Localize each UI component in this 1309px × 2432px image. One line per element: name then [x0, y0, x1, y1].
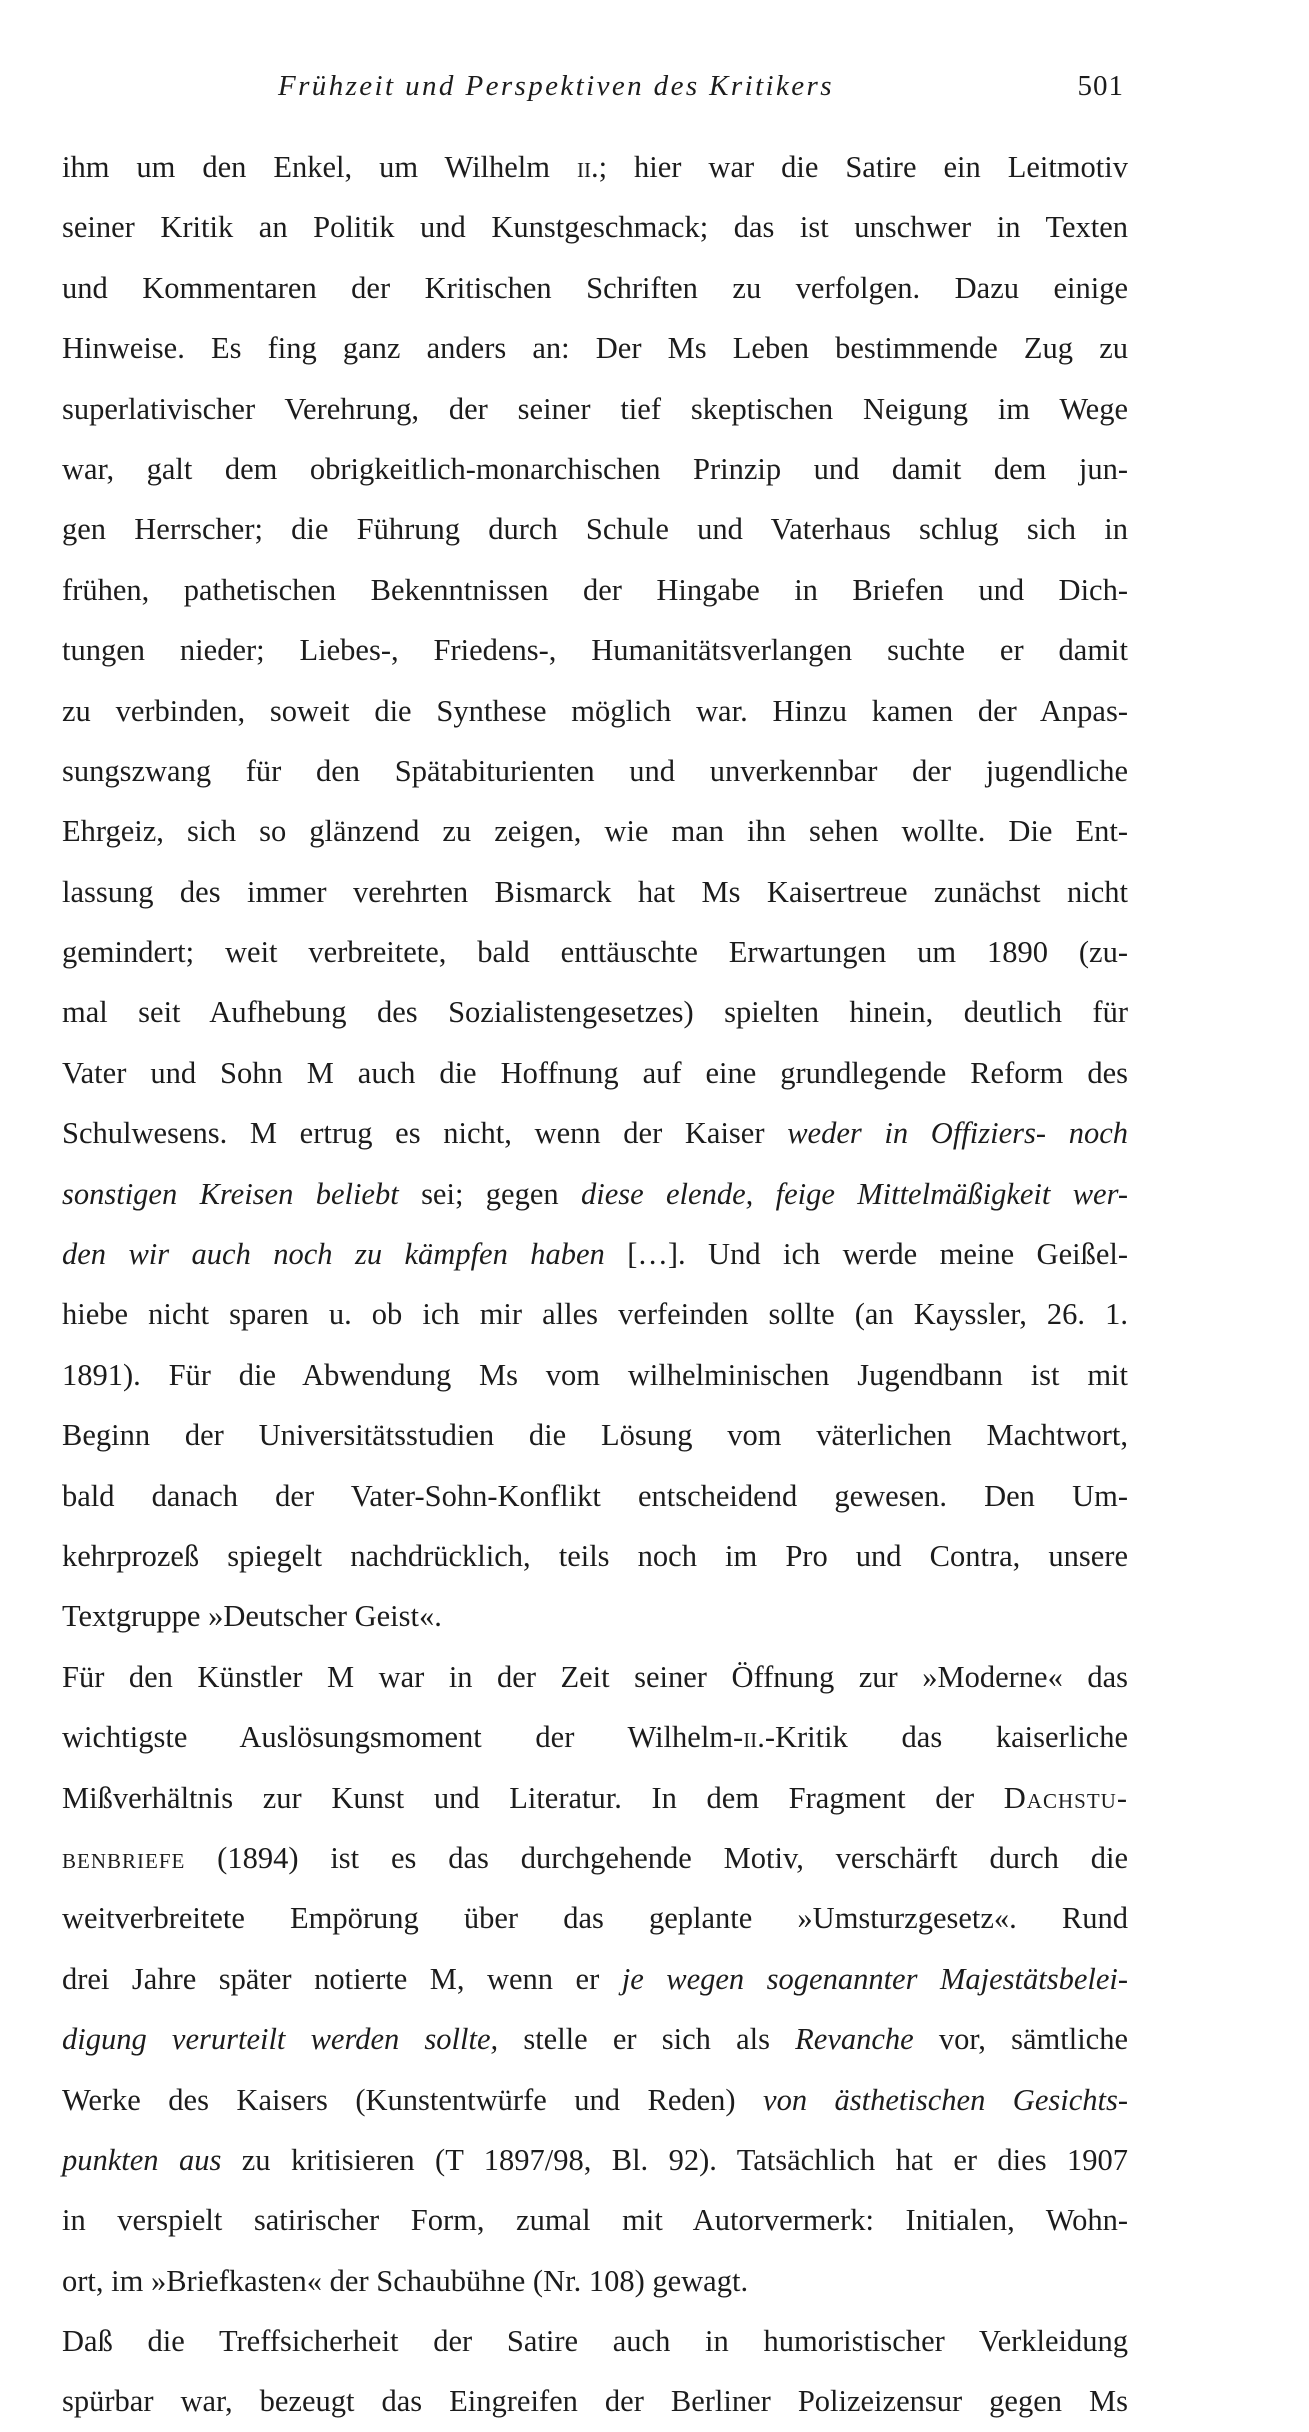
text-line: [62, 1466, 1128, 1526]
text-line: [62, 2371, 1128, 2431]
text-segment: bald danach der Vater-Sohn-Konflikt entscheidend gewesen. Den Um-: [62, 1478, 1128, 1513]
text-segment: (1894) ist es das durchgehende Motiv, verschärft durch die: [185, 1840, 1128, 1875]
text-segment: gemindert; weit verbreitete, bald enttäuschte Erwartungen um 1890 (zu-: [62, 935, 1128, 970]
text-line: [62, 1224, 1128, 1284]
text-segment: war, galt dem obrigkeitlich-monarchischen Prinzip und damit dem jun-: [62, 451, 1128, 486]
text-line: [62, 137, 1128, 197]
text-line: [62, 379, 1128, 439]
running-head: [62, 62, 1128, 110]
text-segment: Daß die Treffsicherheit der Satire auch in humoristischer Verkleidung: [62, 2324, 1128, 2359]
text-line: [62, 620, 1128, 680]
text-segment: in verspielt satirischer Form, zumal mit Autorvermerk: Initialen, Wohn-: [62, 2203, 1128, 2238]
text-segment: drei Jahre später notierte M, wenn er: [62, 1961, 622, 1996]
text-line: [62, 1888, 1128, 1948]
text-segment: sungszwang für den Spätabiturienten und unverkennbar der jugendliche: [62, 753, 1128, 788]
text-line: [62, 258, 1128, 318]
text-segment: frühen, pathetischen Bekenntnissen der Hingabe in Briefen und Dich-: [62, 572, 1128, 607]
small-caps-title: benbriefe: [62, 1840, 186, 1875]
text-line: [62, 1707, 1128, 1767]
text-segment: Schulwesens. M ertrug es nicht, wenn der Kaiser: [62, 1116, 788, 1151]
page-number: 501: [1077, 70, 1124, 102]
text-segment: und Kommentaren der Kritischen Schriften zu verfolgen. Dazu einige: [62, 270, 1128, 305]
text-segment: zu kritisieren (T 1897/98, Bl. 92). Tatsächlich hat er dies 1907: [221, 2142, 1128, 2177]
text-segment: weitverbreitete Empörung über das geplante »Umsturzgesetz«. Rund: [62, 1901, 1128, 1936]
italic-quote: je wegen sogenannter Majestätsbelei-: [621, 1961, 1128, 1996]
italic-quote: diese elende, feige Mittelmäßigkeit wer-: [580, 1176, 1128, 1211]
text-segment: lassung des immer verehrten Bismarck hat Ms Kaisertreue zunächst nicht: [62, 874, 1128, 909]
text-segment: zu verbinden, soweit die Synthese möglich war. Hinzu kamen der Anpas-: [62, 693, 1128, 728]
running-title: Frühzeit und Perspektiven des Kritikers: [278, 70, 834, 102]
text-segment: gen Herrscher; die Führung durch Schule und Vaterhaus schlug sich in: [62, 512, 1128, 547]
text-segment: seiner Kritik an Politik und Kunstgeschmack; das ist unschwer in Texten: [62, 210, 1128, 245]
text-line: [62, 197, 1128, 257]
text-segment: superlativischer Verehrung, der seiner tief skeptischen Neigung im Wege: [62, 391, 1128, 426]
text-line: [62, 318, 1128, 378]
text-line: [62, 2190, 1128, 2250]
text-segment: sei; gegen: [398, 1176, 581, 1211]
text-line: [62, 439, 1128, 499]
text-line: [62, 1586, 1128, 1646]
italic-quote: sonstigen Kreisen beliebt: [62, 1176, 399, 1211]
text-line: [62, 1284, 1128, 1344]
text-line: [62, 2311, 1128, 2371]
text-segment: 1891). Für die Abwendung Ms vom wilhelminischen Jugendbann ist mit: [62, 1357, 1128, 1392]
text-segment: .; hier war die Satire ein Leitmotiv: [590, 150, 1128, 184]
text-segment: vor, sämtliche: [913, 2022, 1128, 2057]
text-segment: spürbar war, bezeugt das Eingreifen der Berliner Polizeizensur gegen Ms: [62, 2384, 1128, 2419]
text-line: [62, 862, 1128, 922]
text-segment: wichtigste Auslösungsmoment der Wilhelm-: [62, 1720, 744, 1755]
text-segment: Mißverhältnis zur Kunst und Literatur. In dem Fragment der: [62, 1780, 1004, 1815]
small-caps-title: Dachstu-: [1003, 1780, 1128, 1815]
text-line: [62, 560, 1128, 620]
text-segment: hiebe nicht sparen u. ob ich mir alles verfeinden sollte (an Kayssler, 26. 1.: [62, 1297, 1128, 1332]
text-line: [62, 1768, 1128, 1828]
body-text: [62, 137, 1128, 2432]
text-line: [62, 499, 1128, 559]
text-segment: kehrprozeß spiegelt nachdrücklich, teils noch im Pro und Contra, unsere: [62, 1538, 1128, 1573]
italic-quote: den wir auch noch zu kämpfen haben: [62, 1237, 605, 1272]
text-line: [62, 1043, 1128, 1103]
text-line: [62, 681, 1128, 741]
text-line: [62, 1345, 1128, 1405]
italic-quote: digung verurteilt werden sollte,: [62, 2022, 499, 2057]
text-segment: tungen nieder; Liebes-, Friedens-, Humanitätsverlangen suchte er damit: [62, 633, 1128, 668]
text-segment: ort, im »Briefkasten« der Schaubühne (Nr. 108) gewagt.: [62, 2263, 749, 2298]
italic-quote: weder in Offiziers- noch: [787, 1116, 1128, 1151]
italic-quote: von ästhetischen Gesichts-: [763, 2082, 1128, 2117]
text-segment: Hinweise. Es fing ganz anders an: Der Ms Leben bestimmende Zug zu: [62, 331, 1128, 366]
roman-numeral: ii: [576, 150, 591, 184]
text-segment: Ehrgeiz, sich so glänzend zu zeigen, wie man ihn sehen wollte. Die Ent-: [62, 814, 1128, 849]
text-line: [62, 1949, 1128, 2009]
text-line: [62, 2130, 1128, 2190]
text-line: [62, 1526, 1128, 1586]
text-segment: Für den Künstler M war in der Zeit seiner Öffnung zur »Moderne« das: [62, 1659, 1128, 1694]
text-line: [62, 2070, 1128, 2130]
text-line: [62, 2009, 1128, 2069]
text-segment: Werke des Kaisers (Kunstentwürfe und Reden): [62, 2082, 764, 2117]
text-segment: .-Kritik das kaiserliche: [757, 1720, 1128, 1755]
text-line: [62, 741, 1128, 801]
text-segment: mal seit Aufhebung des Sozialistengesetzes) spielten hinein, deutlich für: [62, 995, 1128, 1030]
text-line: [62, 1103, 1128, 1163]
text-line: [62, 1164, 1128, 1224]
text-segment: ihm um den Enkel, um Wilhelm: [62, 150, 577, 184]
text-segment: Vater und Sohn M auch die Hoffnung auf eine grundlegende Reform des: [62, 1055, 1128, 1090]
italic-quote: punkten aus: [62, 2142, 222, 2177]
text-segment: stelle er sich als: [498, 2022, 796, 2057]
text-segment: […]. Und ich werde meine Geißel-: [604, 1237, 1128, 1272]
text-line: [62, 1647, 1128, 1707]
text-line: [62, 922, 1128, 982]
text-line: [62, 1405, 1128, 1465]
text-line: [62, 2251, 1128, 2311]
text-segment: Textgruppe »Deutscher Geist«.: [62, 1599, 442, 1634]
roman-numeral: ii: [743, 1720, 758, 1755]
text-line: [62, 1828, 1128, 1888]
text-line: [62, 801, 1128, 861]
italic-quote: Revanche: [795, 2022, 914, 2057]
text-segment: Beginn der Universitätsstudien die Lösung vom väterlichen Machtwort,: [62, 1418, 1128, 1453]
text-line: [62, 982, 1128, 1042]
